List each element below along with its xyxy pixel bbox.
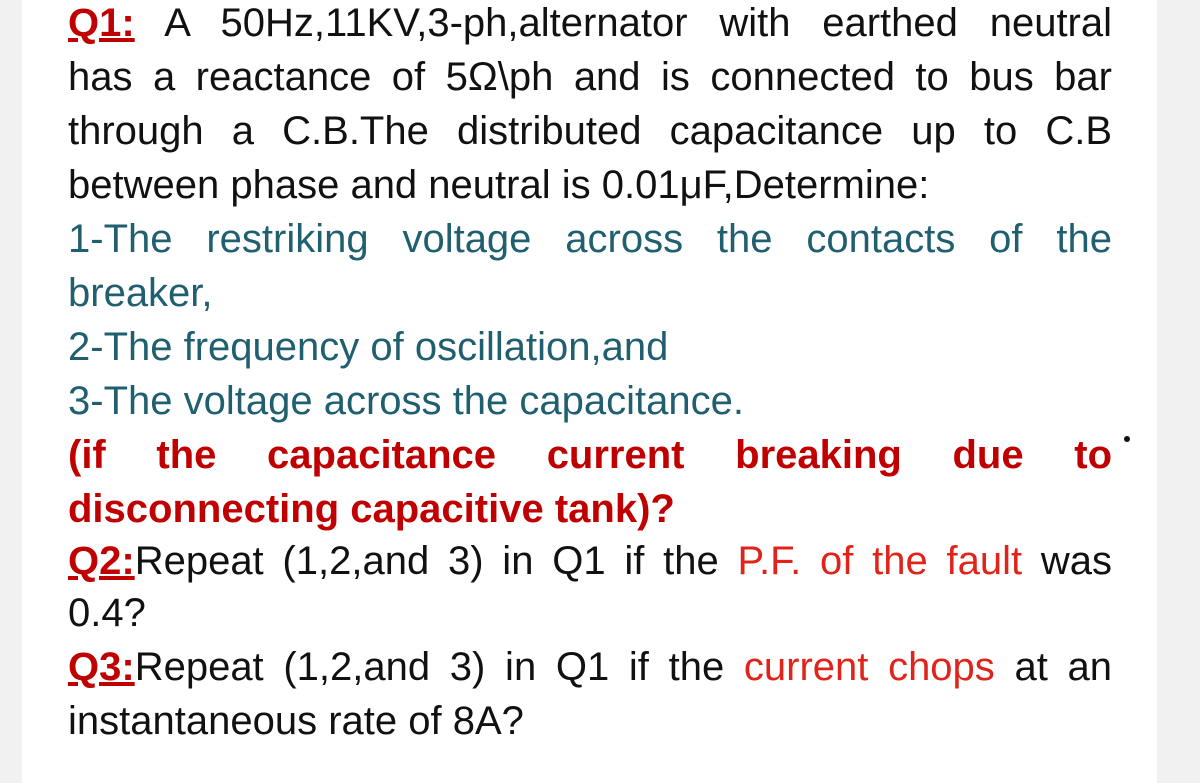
- q3-line-2: instantaneous rate of 8A?: [68, 699, 524, 743]
- q1-label: Q1:: [68, 1, 135, 45]
- q1-item-1: 1-The restriking voltage across the contacts of the: [68, 217, 1112, 261]
- q2-line-2: 0.4?: [68, 591, 146, 635]
- q1-line-4: between phase and neutral is 0.01μF,Determine:: [68, 163, 930, 207]
- q1-note-line-1: (if the capacitance current breaking due to: [68, 433, 1112, 477]
- q1-note-line-2: disconnecting capacitive tank)?: [68, 487, 675, 531]
- stray-dot: [1124, 436, 1130, 442]
- q1-item-2: 2-The frequency of oscillation,and: [68, 325, 669, 369]
- q1-line-3: through a C.B.The distributed capacitance up to C.B: [68, 109, 1112, 153]
- q1-item-1-cont: breaker,: [68, 271, 213, 315]
- q1-item-3: 3-The voltage across the capacitance.: [68, 379, 744, 423]
- q3-line-1: Q3:Repeat (1,2,and 3) in Q1 if the current chops at an: [68, 645, 1113, 689]
- q2-label: Q2:: [68, 539, 135, 583]
- q2-line-1: Q2:Repeat (1,2,and 3) in Q1 if the P.F. of the fault was: [68, 539, 1113, 583]
- q3-highlight: current chops: [743, 645, 995, 689]
- q3-label: Q3:: [68, 645, 135, 689]
- document-page: [22, 0, 1157, 783]
- q2-highlight: P.F. of the fault: [737, 539, 1023, 583]
- q1-line-2: has a reactance of 5Ω\ph and is connected to bus bar: [68, 55, 1112, 99]
- q1-line-1: Q1: A 50Hz,11KV,3-ph,alternator with earthed neutral: [68, 1, 1113, 45]
